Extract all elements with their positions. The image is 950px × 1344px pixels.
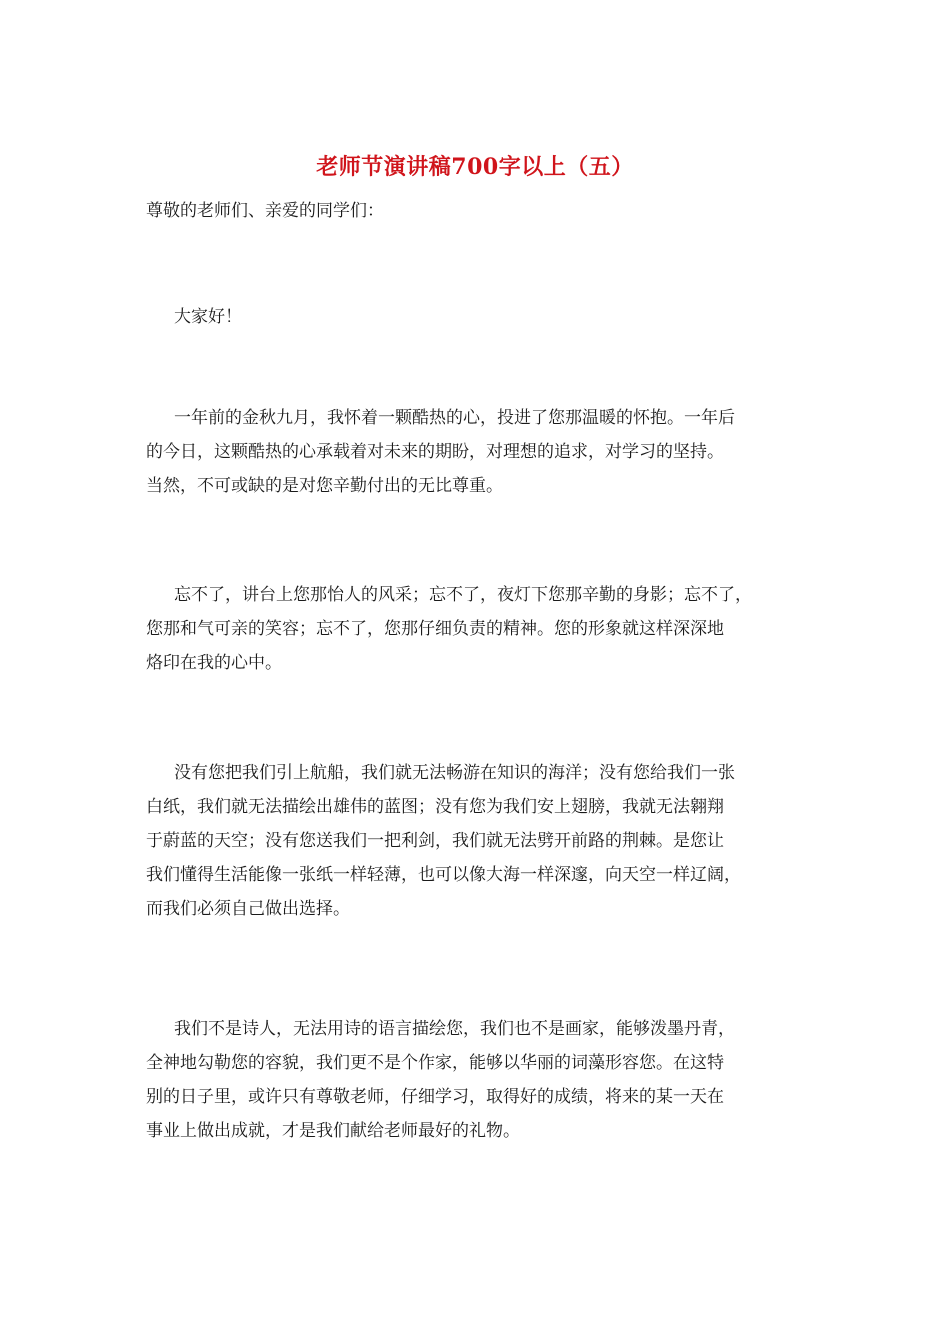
paragraph-line: 白纸，我们就无法描绘出雄伟的蓝图；没有您为我们安上翅膀，我就无法翱翔 xyxy=(146,797,724,817)
greeting-paragraph xyxy=(146,300,836,334)
paragraph-line: 忘不了，讲台上您那怡人的风采；忘不了，夜灯下您那辛勤的身影；忘不了， xyxy=(174,585,752,605)
page-title: 老师节演讲稿700字以上（五） xyxy=(316,154,634,180)
paragraph-line: 一年前的金秋九月，我怀着一颗酷热的心，投进了您那温暖的怀抱。一年后 xyxy=(174,408,735,428)
paragraph-1 xyxy=(146,401,836,503)
paragraph-line: 别的日子里，或许只有尊敬老师，仔细学习，取得好的成绩，将来的某一天在 xyxy=(146,1087,724,1107)
paragraph-line: 没有您把我们引上航船，我们就无法畅游在知识的海洋；没有您给我们一张 xyxy=(174,763,735,783)
paragraph-line: 您那和气可亲的笑容；忘不了，您那仔细负责的精神。您的形象就这样深深地 xyxy=(146,619,724,639)
paragraph-4 xyxy=(146,1012,836,1148)
paragraph-2 xyxy=(146,578,836,680)
greeting: 大家好！ xyxy=(174,307,242,327)
paragraph-line: 烙印在我的心中。 xyxy=(146,653,282,673)
salutation: 尊敬的老师们、亲爱的同学们： xyxy=(146,201,384,221)
paragraph-line: 全神地勾勒您的容貌，我们更不是个作家，能够以华丽的词藻形容您。在这特 xyxy=(146,1053,724,1073)
paragraph-line: 于蔚蓝的天空；没有您送我们一把利剑，我们就无法劈开前路的荆棘。是您让 xyxy=(146,831,724,851)
paragraph-3 xyxy=(146,756,836,926)
paragraph-line: 而我们必须自己做出选择。 xyxy=(146,899,350,919)
paragraph-line: 事业上做出成就，才是我们献给老师最好的礼物。 xyxy=(146,1121,520,1141)
paragraph-line: 我们不是诗人，无法用诗的语言描绘您，我们也不是画家，能够泼墨丹青， xyxy=(174,1019,735,1039)
paragraph-line: 当然，不可或缺的是对您辛勤付出的无比尊重。 xyxy=(146,476,503,496)
paragraph-line: 我们懂得生活能像一张纸一样轻薄，也可以像大海一样深邃，向天空一样辽阔， xyxy=(146,865,741,885)
paragraph-line: 的今日，这颗酷热的心承载着对未来的期盼，对理想的追求，对学习的坚持。 xyxy=(146,442,724,462)
